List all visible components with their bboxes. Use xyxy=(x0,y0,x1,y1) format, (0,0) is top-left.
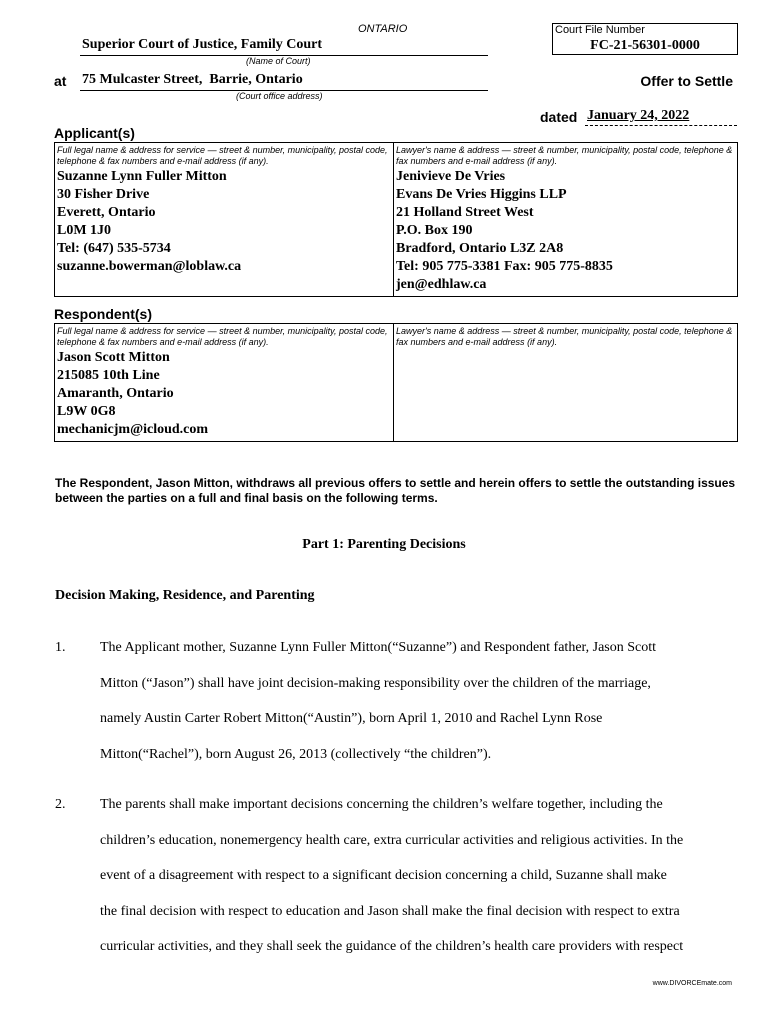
paragraph-1 xyxy=(55,630,745,772)
respondent-email: mechanicjm@icloud.com xyxy=(57,422,209,437)
respondent-lawyer-caption: Lawyer's name & address — street & number, municipality, postal code, telephone & fax numbers and e-mail address (if any). xyxy=(396,326,733,347)
paragraph-line: The Applicant mother, Suzanne Lynn Fuller Mitton(“Suzanne”) and Respondent father, Jason Scott xyxy=(100,640,657,655)
respondent-heading: Respondent(s) xyxy=(54,306,152,322)
lawyer-firm: Evans De Vries Higgins LLP xyxy=(396,187,567,202)
lawyer-po-box: P.O. Box 190 xyxy=(396,223,473,238)
court-address-caption: (Court office address) xyxy=(236,91,323,101)
court-name-field xyxy=(80,37,488,56)
paragraph-2 xyxy=(55,787,745,965)
lawyer-email: jen@edhlaw.ca xyxy=(396,277,487,292)
lawyer-name: Jenivieve De Vries xyxy=(396,169,506,184)
at-label: at xyxy=(54,73,67,89)
applicant-name: Suzanne Lynn Fuller Mitton xyxy=(57,169,227,184)
applicant-party-column xyxy=(55,143,394,296)
respondent-box xyxy=(54,323,738,442)
paragraph-number: 2. xyxy=(55,797,66,812)
applicant-party-lines xyxy=(57,168,391,276)
lawyer-phone-fax: Tel: 905 775-3381 Fax: 905 775-8835 xyxy=(396,259,613,274)
applicant-lawyer-column xyxy=(394,143,737,296)
paragraph-line: Mitton(“Rachel”), born August 26, 2013 (collectively “the children”). xyxy=(100,746,492,762)
respondent-street: 215085 10th Line xyxy=(57,368,160,383)
part-heading: Part 1: Parenting Decisions xyxy=(302,537,466,552)
court-address: 75 Mulcaster Street, Barrie, Ontario xyxy=(82,72,303,87)
applicant-street: 30 Fisher Drive xyxy=(57,187,150,202)
applicant-city: Everett, Ontario xyxy=(57,205,156,220)
applicant-lawyer-caption: Lawyer's name & address — street & number, municipality, postal code, telephone & fax numbers and e-mail address (if any). xyxy=(396,145,733,166)
paragraph-line: event of a disagreement with respect to a significant decision concerning a child, Suzanne shall make xyxy=(100,868,667,883)
respondent-lawyer-column xyxy=(394,324,737,441)
paragraph-line: Mitton (“Jason”) shall have joint decision-making responsibility over the children of the marriage, xyxy=(100,675,651,691)
respondent-party-caption: Full legal name & address for service — street & number, municipality, postal code, telephone & fax numbers and e-mail address (if any). xyxy=(57,326,388,347)
respondent-party-column xyxy=(55,324,394,441)
lawyer-street: 21 Holland Street West xyxy=(396,205,534,220)
respondent-city: Amaranth, Ontario xyxy=(57,386,174,401)
dated-label: dated xyxy=(540,109,578,125)
paragraph-text xyxy=(100,787,745,965)
court-file-number-box xyxy=(552,23,738,55)
applicant-email: suzanne.bowerman@loblaw.ca xyxy=(57,259,242,274)
applicant-postal-code: L0M 1J0 xyxy=(57,223,112,238)
court-name: Superior Court of Justice, Family Court xyxy=(82,37,323,52)
section-heading: Decision Making, Residence, and Parenting xyxy=(55,588,315,603)
court-file-number-label: Court File Number xyxy=(555,24,645,36)
paragraph-line: the final decision with respect to education and Jason shall make the final decision with respect to extra xyxy=(100,903,680,919)
applicant-phone: Tel: (647) 535-5734 xyxy=(57,241,171,256)
applicant-party-caption: Full legal name & address for service — street & number, municipality, postal code, telephone & fax numbers and e-mail address (if any). xyxy=(57,145,388,166)
applicant-box xyxy=(54,142,738,297)
court-file-number: FC-21-56301-0000 xyxy=(590,38,700,53)
paragraph-number: 1. xyxy=(55,640,66,655)
paragraph-line: The parents shall make important decisions concerning the children’s welfare together, including the xyxy=(100,797,663,812)
date-field xyxy=(585,108,737,126)
province-label: ONTARIO xyxy=(358,23,408,35)
court-name-caption: (Name of Court) xyxy=(246,56,311,66)
lawyer-city: Bradford, Ontario L3Z 2A8 xyxy=(396,241,564,256)
paragraph-line: namely Austin Carter Robert Mitton(“Austin”), born April 1, 2010 and Rachel Lynn Rose xyxy=(100,711,603,726)
respondent-name: Jason Scott Mitton xyxy=(57,350,170,365)
court-address-field xyxy=(80,72,488,91)
paragraph-line: curricular activities, and they shall seek the guidance of the children’s health care providers with respect xyxy=(100,939,684,954)
form-title: Offer to Settle xyxy=(640,73,733,89)
paragraph-text xyxy=(100,630,745,772)
applicant-heading: Applicant(s) xyxy=(54,125,135,141)
intro-paragraph: The Respondent, Jason Mitton, withdraws all previous offers to settle and herein offers to settle the outstanding issues between the parties on a full and final basis on the following terms. xyxy=(55,476,736,505)
paragraph-line: children’s education, nonemergency health care, extra curricular activities and religious activities. In the xyxy=(100,832,684,848)
footer-watermark: www.DIVORCEmate.com xyxy=(652,980,732,987)
respondent-postal-code: L9W 0G8 xyxy=(57,404,116,419)
respondent-party-lines xyxy=(57,349,391,439)
offer-date: January 24, 2022 xyxy=(587,108,690,123)
applicant-lawyer-lines xyxy=(396,168,735,294)
